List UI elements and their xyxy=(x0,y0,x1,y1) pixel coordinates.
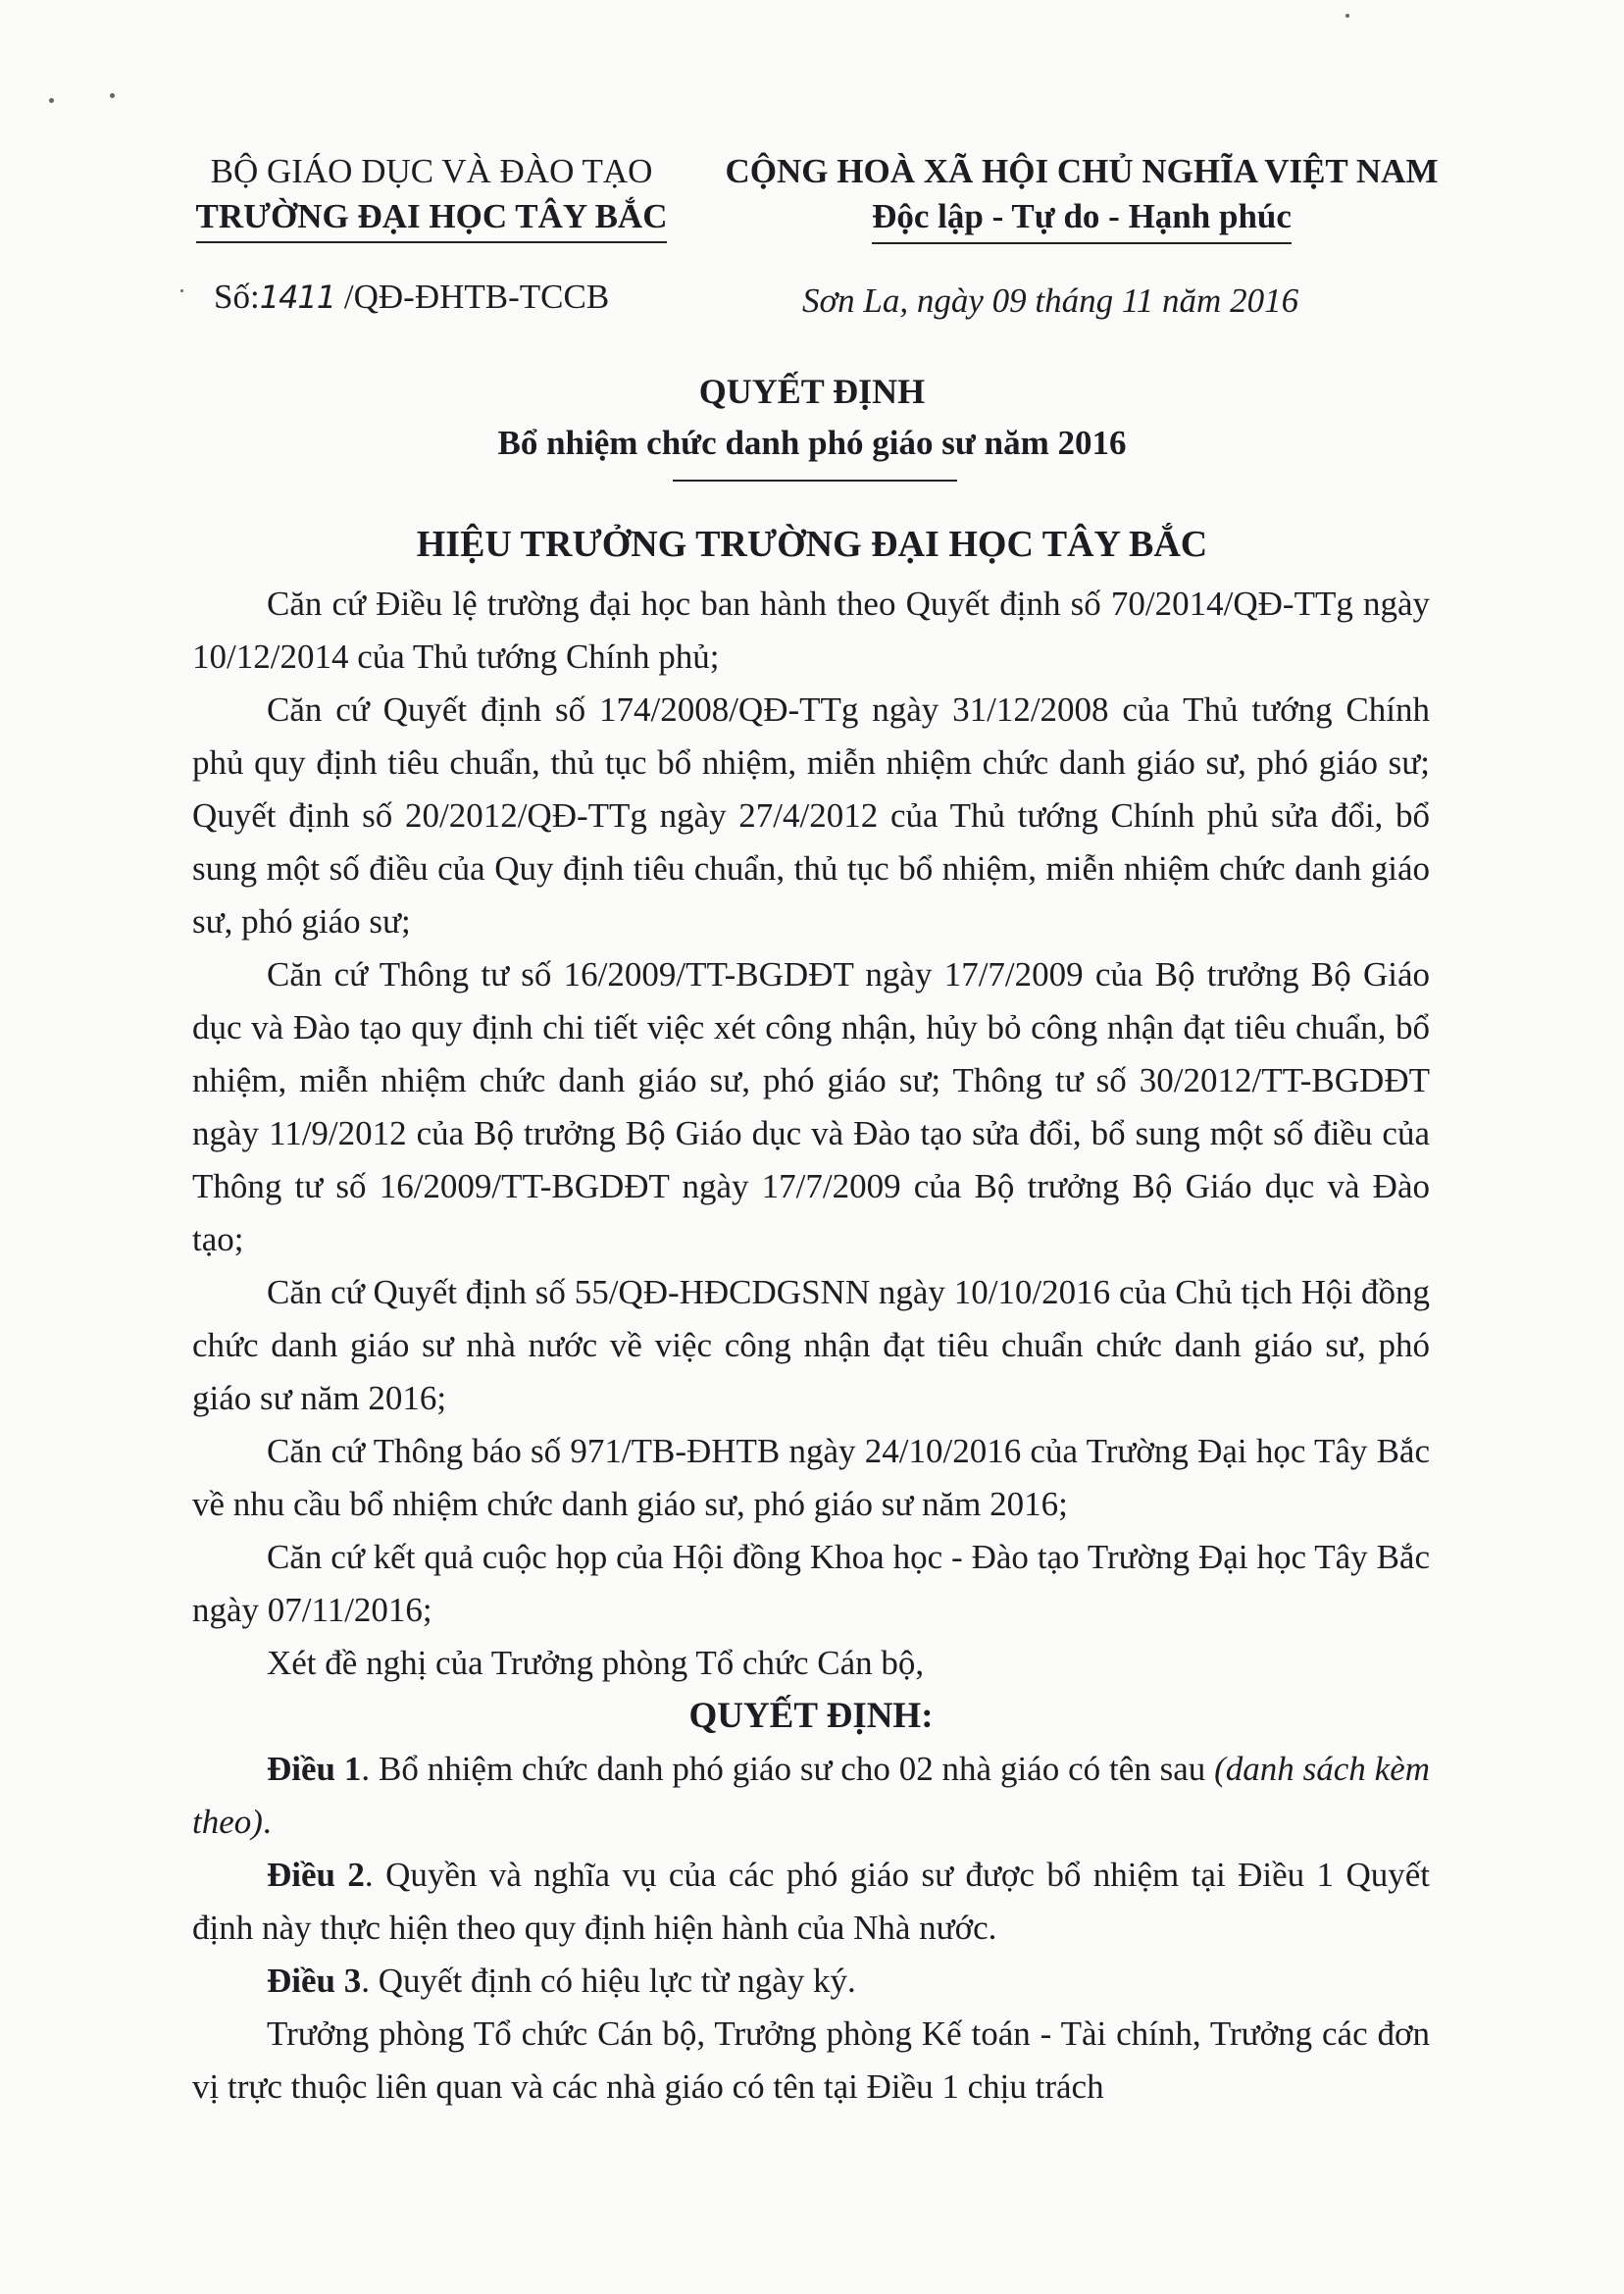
proposal-basis: Xét đề nghị của Trưởng phòng Tổ chức Cán bộ, xyxy=(267,1644,925,1682)
scan-speck xyxy=(110,93,115,98)
handwritten-number: 1411 xyxy=(259,279,336,316)
scan-speck xyxy=(49,98,54,103)
article-1-end: . xyxy=(262,1803,272,1841)
issue-date: Sơn La, ngày 09 tháng 11 năm 2016 xyxy=(802,281,1299,320)
title-divider xyxy=(673,480,957,482)
national-motto-block xyxy=(704,149,1459,244)
legal-basis-4: Căn cứ Quyết định số 55/QĐ-HĐCDGSNN ngày 10/10/2016 của Chủ tịch Hội đồng chức danh giáo sư nhà nước về việc công nhận đạt tiêu chuẩn chức danh giáo sư, phó giáo sư năm 2016; xyxy=(192,1273,1430,1417)
legal-basis-6: Căn cứ kết quả cuộc họp của Hội đồng Khoa học - Đào tạo Trường Đại học Tây Bắc ngày 07/11/2016; xyxy=(192,1538,1430,1629)
country-name: CỘNG HOÀ XÃ HỘI CHỦ NGHĨA VIỆT NAM xyxy=(725,152,1439,190)
legal-basis-3: Căn cứ Thông tư số 16/2009/TT-BGDĐT ngày 17/7/2009 của Bộ trưởng Bộ Giáo dục và Đào tạo quy định chi tiết việc xét công nhận, hủy bỏ công nhận đạt tiêu chuẩn, bổ nhiệm, miễn nhiệm chức danh giáo sư, phó giáo sư; Thông tư số 30/2012/TT-BGDĐT ngày 11/9/2012 của Bộ trưởng Bộ Giáo dục và Đào tạo sửa đổi, bổ sung một số điều của Thông tư số 16/2009/TT-BGDĐT ngày 17/7/2009 của Bộ trưởng Bộ Giáo dục và Đào tạo; xyxy=(192,955,1430,1258)
article-3-text: . Quyết định có hiệu lực từ ngày ký. xyxy=(361,1962,856,2000)
issuing-authority: HIỆU TRƯỞNG TRƯỜNG ĐẠI HỌC TÂY BẮC xyxy=(416,524,1208,565)
scan-speck xyxy=(1345,14,1349,18)
article-1-text: . Bổ nhiệm chức danh phó giáo sư cho 02 nhà giáo có tên sau xyxy=(361,1750,1215,1788)
article-3 xyxy=(192,1955,1430,2008)
scan-speck xyxy=(180,289,183,292)
article-1-label: Điều 1 xyxy=(267,1750,362,1788)
article-2-text: . Quyền và nghĩa vụ của các phó giáo sư được bổ nhiệm tại Điều 1 Quyết định này thực hiện theo quy định hiện hành của Nhà nước. xyxy=(192,1856,1430,1947)
motto: Độc lập - Tự do - Hạnh phúc xyxy=(872,194,1292,244)
legal-basis-1: Căn cứ Điều lệ trường đại học ban hành theo Quyết định số 70/2014/QĐ-TTg ngày 10/12/2014 của Thủ tướng Chính phủ; xyxy=(192,585,1430,676)
legal-basis-2: Căn cứ Quyết định số 174/2008/QĐ-TTg ngày 31/12/2008 của Thủ tướng Chính phủ quy định tiêu chuẩn, thủ tục bổ nhiệm, miễn nhiệm chức danh giáo sư, phó giáo sư; Quyết định số 20/2012/QĐ-TTg ngày 27/4/2012 của Thủ tướng Chính phủ sửa đổi, bổ sung một số điều của Quy định tiêu chuẩn, thủ tục bổ nhiệm, miễn nhiệm chức danh giáo sư, phó giáo sư; xyxy=(192,690,1430,941)
article-1-attachment-note: (danh sách kèm theo) xyxy=(192,1750,1431,1841)
article-2-label: Điều 2 xyxy=(267,1856,365,1894)
document-number xyxy=(214,278,609,317)
article-1 xyxy=(192,1743,1430,1849)
legal-basis-5: Căn cứ Thông báo số 971/TB-ĐHTB ngày 24/10/2016 của Trường Đại học Tây Bắc về nhu cầu bổ nhiệm chức danh giáo sư, phó giáo sư năm 2016; xyxy=(192,1432,1430,1523)
document-title: QUYẾT ĐỊNH xyxy=(698,372,926,411)
document-subtitle: Bổ nhiệm chức danh phó giáo sư năm 2016 xyxy=(497,424,1127,462)
document-number-prefix: Số: xyxy=(214,278,260,316)
university-name: TRƯỜNG ĐẠI HỌC TÂY BẮC xyxy=(196,194,668,243)
closing-paragraph: Trưởng phòng Tổ chức Cán bộ, Trưởng phòng Kế toán - Tài chính, Trưởng các đơn vị trực thuộc liên quan và các nhà giáo có tên tại Điều 1 chịu trách xyxy=(192,2014,1430,2106)
issuer-block xyxy=(167,149,696,243)
article-3-label: Điều 3 xyxy=(267,1962,362,2000)
article-2 xyxy=(192,1849,1430,1955)
ministry-name: BỘ GIÁO DỤC VÀ ĐÀO TẠO xyxy=(210,152,653,190)
decision-heading: QUYẾT ĐỊNH: xyxy=(688,1696,934,1736)
document-body xyxy=(192,578,1430,2114)
document-number-suffix: /QĐ-ĐHTB-TCCB xyxy=(335,278,610,316)
